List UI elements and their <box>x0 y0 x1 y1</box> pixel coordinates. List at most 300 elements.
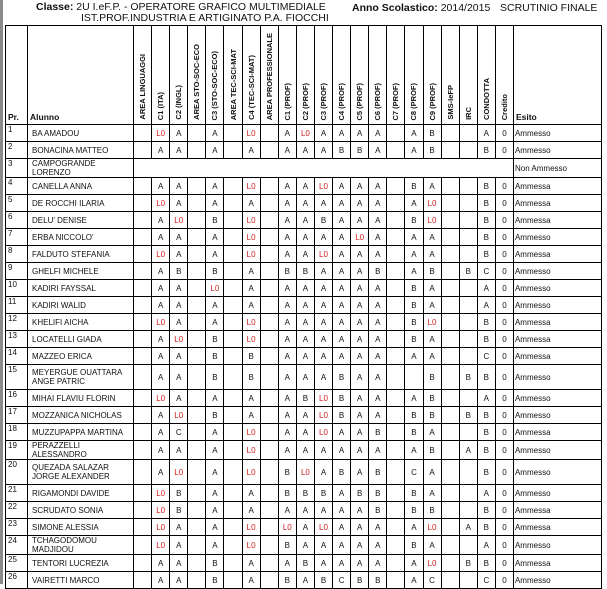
grade-cell: A <box>369 280 387 297</box>
row-number: 11 <box>6 297 28 314</box>
grade-cell: A <box>333 314 351 331</box>
grade-cell: B <box>405 485 423 502</box>
grades-empty-cell <box>134 159 514 178</box>
grade-cell <box>260 263 278 280</box>
grade-cell: A <box>369 441 387 460</box>
grade-cell: A <box>314 142 332 159</box>
grade-cell: L0 <box>152 246 170 263</box>
grade-cell: A <box>333 229 351 246</box>
student-name: CANELLA ANNA <box>28 178 134 195</box>
row-number: 23 <box>6 519 28 536</box>
column-header-label: C6 (PROF) <box>373 82 383 120</box>
grade-cell <box>441 314 459 331</box>
grade-cell <box>260 390 278 407</box>
grade-cell: A <box>170 246 188 263</box>
column-header-alunno: Alunno <box>28 26 134 125</box>
grade-cell: A <box>242 407 260 424</box>
grade-cell: B <box>296 555 314 572</box>
grade-cell: A <box>206 441 224 460</box>
grade-cell: 0 <box>495 390 513 407</box>
grade-cell: B <box>477 424 495 441</box>
column-header-label: C7 (PROF) <box>391 82 401 120</box>
grade-cell: A <box>314 263 332 280</box>
anno-value: 2014/2015 <box>440 2 491 14</box>
grade-cell: B <box>278 485 296 502</box>
grade-cell <box>441 331 459 348</box>
grade-cell: A <box>333 555 351 572</box>
grade-cell: A <box>405 246 423 263</box>
row-number: 4 <box>6 178 28 195</box>
grades-body <box>6 125 602 589</box>
grade-cell <box>134 142 152 159</box>
grade-cell <box>459 460 477 485</box>
grade-cell: A <box>296 229 314 246</box>
grade-cell: B <box>423 390 441 407</box>
grade-cell <box>134 365 152 390</box>
outcome: Ammesso <box>513 441 601 460</box>
student-name: LOCATELLI GIADA <box>28 331 134 348</box>
grade-cell: A <box>405 519 423 536</box>
grade-cell: A <box>170 297 188 314</box>
grade-cell: A <box>278 142 296 159</box>
grade-cell <box>188 390 206 407</box>
grade-cell <box>441 424 459 441</box>
row-number: 15 <box>6 365 28 390</box>
grade-cell: A <box>278 331 296 348</box>
column-header-c4-prof <box>333 26 351 125</box>
grade-cell <box>134 229 152 246</box>
grade-cell: A <box>296 502 314 519</box>
grade-cell: A <box>314 195 332 212</box>
grade-cell: A <box>369 195 387 212</box>
grade-cell: B <box>278 460 296 485</box>
row-number: 17 <box>6 407 28 424</box>
column-header-label: AREA LINGUAGGI <box>138 54 148 120</box>
grade-cell <box>387 195 405 212</box>
grade-cell <box>224 246 242 263</box>
grade-cell: L0 <box>170 212 188 229</box>
grade-cell <box>224 263 242 280</box>
grade-cell: B <box>278 536 296 555</box>
grade-cell: A <box>423 178 441 195</box>
grade-cell: B <box>206 331 224 348</box>
grade-cell: B <box>477 246 495 263</box>
grade-cell <box>188 263 206 280</box>
grade-cell: B <box>477 331 495 348</box>
grade-cell <box>188 348 206 365</box>
grade-cell: A <box>314 441 332 460</box>
grade-cell: L0 <box>314 424 332 441</box>
column-header-c1-prof <box>278 26 296 125</box>
column-header-label: AREA PROFESSIONALE <box>264 32 274 120</box>
grade-cell <box>441 178 459 195</box>
grade-cell: A <box>206 142 224 159</box>
grade-cell <box>459 125 477 142</box>
grade-cell: 0 <box>495 280 513 297</box>
grade-cell <box>224 407 242 424</box>
grade-cell: A <box>351 331 369 348</box>
grade-cell <box>134 212 152 229</box>
outcome: Ammessa <box>513 348 601 365</box>
grade-cell <box>188 331 206 348</box>
grade-cell: A <box>314 460 332 485</box>
grade-cell: B <box>405 280 423 297</box>
grade-cell <box>387 407 405 424</box>
grade-cell: A <box>296 246 314 263</box>
outcome: Ammessa <box>513 555 601 572</box>
grade-cell: B <box>296 390 314 407</box>
student-name: SCRUDATO SONIA <box>28 502 134 519</box>
grade-cell <box>441 365 459 390</box>
grade-cell <box>387 485 405 502</box>
grade-cell <box>387 229 405 246</box>
grade-cell <box>224 314 242 331</box>
grade-cell: A <box>296 195 314 212</box>
grade-cell <box>441 142 459 159</box>
grade-cell: L0 <box>152 390 170 407</box>
grade-cell: A <box>152 229 170 246</box>
grade-cell: L0 <box>170 331 188 348</box>
grade-cell <box>441 460 459 485</box>
column-header-c8-prof <box>405 26 423 125</box>
column-header-label: C9 (PROF) <box>427 82 437 120</box>
grade-cell <box>188 555 206 572</box>
row-number: 20 <box>6 460 28 485</box>
grade-cell: A <box>314 348 332 365</box>
grade-cell: L0 <box>152 485 170 502</box>
column-header-label: C1 (ITA) <box>156 91 166 120</box>
grade-cell: B <box>296 485 314 502</box>
table-row <box>6 348 602 365</box>
grade-cell: A <box>351 125 369 142</box>
grade-cell: L0 <box>351 229 369 246</box>
grade-cell: L0 <box>242 229 260 246</box>
grade-cell: A <box>152 572 170 589</box>
grade-cell <box>387 572 405 589</box>
grade-cell: A <box>405 572 423 589</box>
grade-cell: L0 <box>242 178 260 195</box>
grade-cell <box>260 519 278 536</box>
grade-cell: B <box>405 331 423 348</box>
row-number: 19 <box>6 441 28 460</box>
grade-cell <box>134 460 152 485</box>
grade-cell: A <box>296 441 314 460</box>
outcome: Ammesso <box>513 297 601 314</box>
grade-cell: A <box>405 125 423 142</box>
grade-cell: A <box>206 195 224 212</box>
grades-table <box>5 25 602 589</box>
grade-cell: B <box>477 555 495 572</box>
column-header-c2-ingl <box>170 26 188 125</box>
grade-cell: A <box>333 195 351 212</box>
grade-cell: A <box>152 178 170 195</box>
grade-cell: A <box>369 125 387 142</box>
row-number: 26 <box>6 572 28 589</box>
grade-cell: B <box>278 572 296 589</box>
student-name: MEYERGUE OUATTARA ANGE PATRIC <box>28 365 134 390</box>
grade-cell: A <box>152 142 170 159</box>
student-name: MIHAI FLAVIU FLORIN <box>28 390 134 407</box>
table-row <box>6 212 602 229</box>
grade-cell <box>387 280 405 297</box>
grade-cell: B <box>477 229 495 246</box>
grade-cell <box>387 263 405 280</box>
grade-cell <box>224 572 242 589</box>
grade-cell: A <box>152 424 170 441</box>
grade-cell: A <box>206 390 224 407</box>
row-number: 1 <box>6 125 28 142</box>
grade-cell: A <box>296 314 314 331</box>
grade-cell <box>441 485 459 502</box>
grade-cell <box>441 125 459 142</box>
table-row <box>6 246 602 263</box>
grade-cell <box>224 460 242 485</box>
grade-cell: L0 <box>242 460 260 485</box>
grade-cell: B <box>333 407 351 424</box>
grade-cell <box>459 246 477 263</box>
column-header-c9-prof <box>423 26 441 125</box>
grade-cell: A <box>351 263 369 280</box>
grade-cell: A <box>296 365 314 390</box>
grade-cell: L0 <box>152 536 170 555</box>
grade-cell <box>405 365 423 390</box>
grade-cell: B <box>206 365 224 390</box>
grade-cell <box>260 142 278 159</box>
grade-cell: A <box>369 212 387 229</box>
grade-cell <box>134 536 152 555</box>
classe-value: 2U I.eF.P. - OPERATORE GRAFICO MULTIMEDIALE <box>76 1 326 13</box>
grade-cell <box>260 314 278 331</box>
grade-cell: A <box>369 178 387 195</box>
table-row <box>6 424 602 441</box>
grade-cell: A <box>296 424 314 441</box>
grade-cell: A <box>206 424 224 441</box>
grade-cell: A <box>333 297 351 314</box>
grade-cell: L0 <box>152 502 170 519</box>
grade-cell: 0 <box>495 178 513 195</box>
grade-cell: C <box>423 572 441 589</box>
grade-cell: A <box>351 297 369 314</box>
grade-cell: A <box>351 519 369 536</box>
student-name: VAIRETTI MARCO <box>28 572 134 589</box>
grade-cell: A <box>242 195 260 212</box>
grade-cell: L0 <box>423 195 441 212</box>
outcome: Ammesso <box>513 460 601 485</box>
grade-cell <box>441 519 459 536</box>
student-name: KADIRI FAYSSAL <box>28 280 134 297</box>
grade-cell: B <box>206 555 224 572</box>
grade-cell: 0 <box>495 424 513 441</box>
column-header-irc <box>459 26 477 125</box>
grade-cell: B <box>405 297 423 314</box>
grade-cell: A <box>333 331 351 348</box>
grade-cell <box>260 365 278 390</box>
grade-cell <box>459 536 477 555</box>
grade-cell <box>224 555 242 572</box>
grade-cell: A <box>242 555 260 572</box>
grade-cell: B <box>170 263 188 280</box>
grade-cell <box>260 195 278 212</box>
row-number: 6 <box>6 212 28 229</box>
grade-cell: A <box>278 178 296 195</box>
grade-cell: B <box>459 555 477 572</box>
column-header-area-linguaggi <box>134 26 152 125</box>
grade-cell <box>260 502 278 519</box>
table-row <box>6 536 602 555</box>
grade-cell: 0 <box>495 365 513 390</box>
grade-cell: A <box>278 555 296 572</box>
grade-cell: A <box>278 246 296 263</box>
grade-cell <box>387 178 405 195</box>
table-row <box>6 229 602 246</box>
grade-cell: A <box>405 195 423 212</box>
grade-cell: A <box>423 297 441 314</box>
grade-cell: B <box>477 365 495 390</box>
grade-cell: A <box>405 142 423 159</box>
grade-cell <box>134 195 152 212</box>
grade-cell: L0 <box>242 246 260 263</box>
row-number: 5 <box>6 195 28 212</box>
grade-cell: B <box>351 572 369 589</box>
grade-cell: A <box>351 246 369 263</box>
grade-cell <box>387 297 405 314</box>
grade-cell: A <box>333 280 351 297</box>
grade-cell: L0 <box>314 407 332 424</box>
outcome: Ammessa <box>513 424 601 441</box>
grade-cell <box>260 536 278 555</box>
grade-cell: B <box>333 390 351 407</box>
grade-cell: A <box>423 331 441 348</box>
grade-cell: L0 <box>152 519 170 536</box>
grade-cell <box>134 390 152 407</box>
grade-cell <box>134 407 152 424</box>
grade-cell: B <box>405 407 423 424</box>
grade-cell <box>188 536 206 555</box>
grade-cell: B <box>405 178 423 195</box>
column-header-label: Credito <box>499 93 509 120</box>
grade-cell: L0 <box>242 536 260 555</box>
grade-cell: L0 <box>314 390 332 407</box>
grade-cell: A <box>242 390 260 407</box>
student-name: BONACINA MATTEO <box>28 142 134 159</box>
grade-cell <box>441 555 459 572</box>
grade-cell: A <box>333 485 351 502</box>
grade-cell: B <box>369 502 387 519</box>
grade-cell: L0 <box>423 555 441 572</box>
grade-cell: L0 <box>206 280 224 297</box>
grade-cell: B <box>369 572 387 589</box>
column-header-label: C3 (PROF) <box>318 82 328 120</box>
grade-cell: A <box>405 348 423 365</box>
grade-cell: B <box>459 365 477 390</box>
grade-cell <box>224 536 242 555</box>
student-name: MAZZEO ERICA <box>28 348 134 365</box>
grade-cell: B <box>314 212 332 229</box>
outcome: Ammesso <box>513 280 601 297</box>
grade-cell: A <box>351 365 369 390</box>
grade-cell <box>387 460 405 485</box>
grade-cell: L0 <box>423 314 441 331</box>
column-header-label: C4 (PROF) <box>337 82 347 120</box>
school-name: IST.PROF.INDUSTRIA E ARTIGINATO P.A. FIOCCHI <box>81 12 329 24</box>
grade-cell: B <box>405 502 423 519</box>
grade-cell: A <box>206 229 224 246</box>
grade-cell: A <box>477 390 495 407</box>
grade-cell: A <box>423 246 441 263</box>
grade-cell <box>188 519 206 536</box>
row-number: 14 <box>6 348 28 365</box>
grade-cell: A <box>278 348 296 365</box>
grade-cell: B <box>405 424 423 441</box>
grade-cell: 0 <box>495 502 513 519</box>
grade-cell: A <box>278 229 296 246</box>
grade-cell <box>134 502 152 519</box>
grade-cell: B <box>314 485 332 502</box>
student-name: RIGAMONDI DAVIDE <box>28 485 134 502</box>
grade-cell <box>188 246 206 263</box>
table-row <box>6 195 602 212</box>
grade-cell <box>188 424 206 441</box>
grade-cell: A <box>152 263 170 280</box>
grade-cell: A <box>278 407 296 424</box>
grade-cell: A <box>333 178 351 195</box>
grade-cell: C <box>333 572 351 589</box>
grade-cell: A <box>351 390 369 407</box>
student-name: GHELFI MICHELE <box>28 263 134 280</box>
grade-cell: A <box>170 572 188 589</box>
grade-cell <box>134 263 152 280</box>
grade-cell <box>134 572 152 589</box>
grade-cell: B <box>423 125 441 142</box>
grade-cell: L0 <box>242 212 260 229</box>
table-row <box>6 485 602 502</box>
grade-cell <box>188 280 206 297</box>
grade-cell: B <box>206 263 224 280</box>
grade-cell: A <box>405 441 423 460</box>
grade-cell <box>188 297 206 314</box>
column-header-credito <box>495 26 513 125</box>
page-edge-bar <box>0 0 3 584</box>
grade-cell: A <box>477 536 495 555</box>
grade-cell: A <box>351 407 369 424</box>
grade-cell: A <box>405 555 423 572</box>
grade-cell <box>134 424 152 441</box>
column-header-label: C1 (PROF) <box>282 82 292 120</box>
row-number: 12 <box>6 314 28 331</box>
grade-cell <box>387 502 405 519</box>
grade-cell <box>188 125 206 142</box>
grade-cell: B <box>314 572 332 589</box>
grade-cell: L0 <box>314 178 332 195</box>
grade-cell: A <box>314 229 332 246</box>
grade-cell: 0 <box>495 246 513 263</box>
grade-cell: B <box>242 348 260 365</box>
outcome: Ammessa <box>513 195 601 212</box>
student-name: KHELIFI AICHA <box>28 314 134 331</box>
grade-cell <box>441 502 459 519</box>
grade-cell <box>188 407 206 424</box>
grade-cell: A <box>351 280 369 297</box>
column-header-area-professionale <box>260 26 278 125</box>
grade-cell: A <box>423 424 441 441</box>
grade-cell <box>387 390 405 407</box>
grade-cell: B <box>206 212 224 229</box>
grade-cell: C <box>477 263 495 280</box>
grade-cell: B <box>333 365 351 390</box>
grade-cell: 0 <box>495 212 513 229</box>
header-row <box>6 26 602 125</box>
grade-cell: A <box>170 348 188 365</box>
